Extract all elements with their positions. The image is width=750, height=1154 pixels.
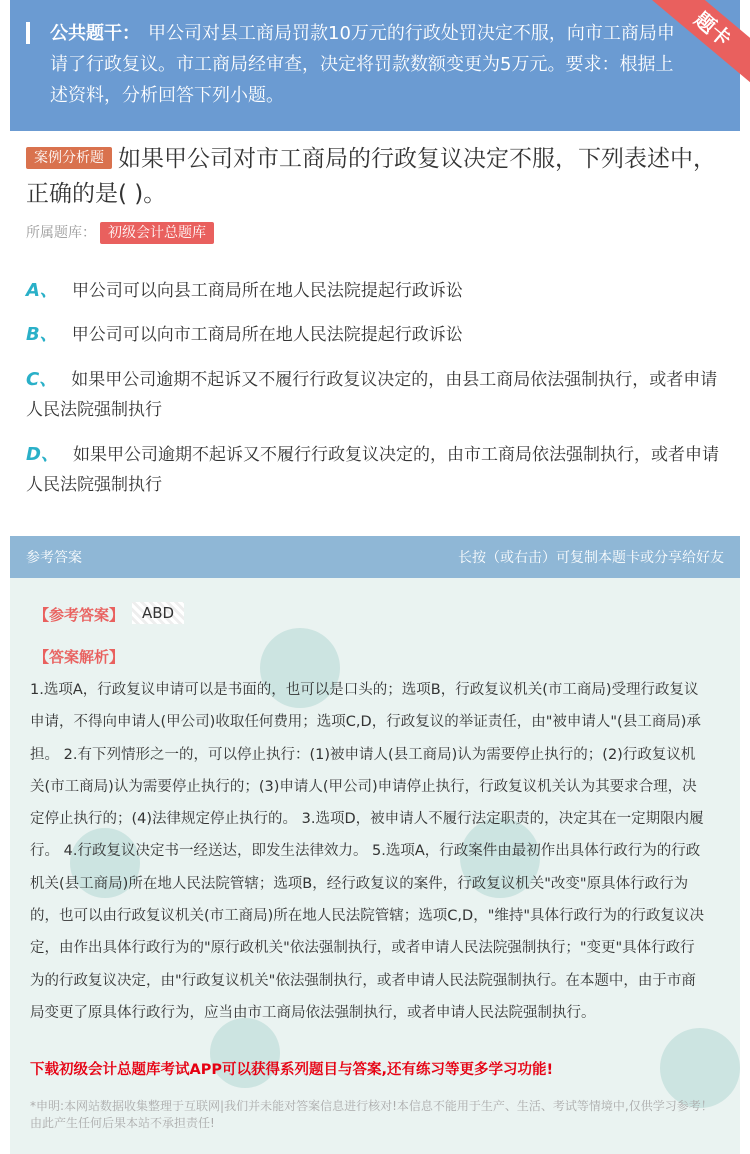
option-b[interactable]	[26, 320, 726, 350]
copy-share-hint[interactable]: 长按（或右击）可复制本题卡或分享给好友	[458, 550, 724, 566]
app-download-promo[interactable]: 下载初级会计总题库考试APP可以获得系列题目与答案,还有练习等更多学习功能!	[30, 1062, 554, 1078]
library-label: 所属题库：	[26, 225, 96, 241]
analysis-text: 1.选项A，行政复议申请可以是书面的，也可以是口头的；选项B，行政复议机关(市工商局)受理行政复议申请，不得向申请人(甲公司)收取任何费用；选项C,D，行政复议的举证责任，由"被申请人"(县工商局)承担。 2.有下列情形之一的，可以停止执行：(1)被申请人(县工商局)认为需要停止执行的；(2)行政复议机关(市工商局)认为需要停止执行的；(3)申请人(甲公司)申请停止执行，行政复议机关认为其要求合理，决定停止执行的；(4)法律规定停止执行的。 3.选项D，被申请人不履行法定职责的，决定其在一定期限内履行。 4.行政复议决定书一经送达，即发生法律效力。 5.选项A，行政案件由最初作出具体行政行为的行政机关(县工商局)所在地人民法院管辖；选项B，经行政复议的案件，行政复议机关"改变"原具体行政行为的，也可以由行政复议机关(市工商局)所在地人民法院管辖；选项C,D，"维持"具体行政行为的行政复议决定，由作出具体行政行为的"原行政机关"依法强制执行，或者申请人民法院强制执行；"变更"具体行政行为的行政复议决定，由"行政复议机关"依法强制执行，或者申请人民法院强制执行。在本题中，由于市商局变更了原具体行政行为，应当由市工商局依法强制执行，或者申请人民法院强制执行。	[30, 682, 705, 1021]
question-type-tag: 案例分析题	[26, 147, 112, 169]
answer-bar-title: 参考答案	[26, 550, 82, 566]
answer-panel	[10, 578, 740, 1154]
option-letter: C、	[26, 369, 58, 390]
reference-answer-value[interactable]: ABD	[132, 602, 184, 624]
answer-bar	[10, 536, 740, 578]
library-tag[interactable]: 初级会计总题库	[100, 222, 214, 244]
header-accent-bar	[26, 22, 30, 44]
option-d[interactable]	[26, 440, 726, 500]
disclaimer-text: *申明:本网站数据收集整理于互联网|我们并未能对答案信息进行核对!本信息不能用于生产、生活、考试等情境中,仅供学习参考！由此产生任何后果本站不承担责任!	[30, 1099, 713, 1130]
option-c[interactable]	[26, 365, 726, 425]
library-line	[26, 222, 214, 244]
option-text: 如果甲公司逾期不起诉又不履行行政复议决定的，由县工商局依法强制执行，或者申请人民法院强制执行	[26, 370, 718, 420]
question-title	[26, 142, 726, 212]
option-letter: B、	[26, 324, 58, 345]
stem-text-block	[50, 18, 690, 111]
stem-label: 公共题干：	[50, 23, 140, 44]
option-letter: D、	[26, 444, 59, 465]
question-text: 如果甲公司对市工商局的行政复议决定不服，下列表述中，正确的是( )。	[26, 146, 716, 207]
option-text: 如果甲公司逾期不起诉又不履行行政复议决定的，由市工商局依法强制执行，或者申请人民法院强制执行	[26, 445, 719, 495]
reference-answer-label: 【参考答案】	[34, 606, 125, 624]
option-letter: A、	[26, 280, 58, 301]
option-a[interactable]	[26, 276, 726, 306]
analysis-label: 【答案解析】	[34, 648, 125, 666]
option-text: 甲公司可以向市工商局所在地人民法院提起行政诉讼	[71, 325, 463, 345]
option-text: 甲公司可以向县工商局所在地人民法院提起行政诉讼	[71, 281, 463, 301]
stem-text: 甲公司对县工商局罚款10万元的行政处罚决定不服，向市工商局申请了行政复议。市工商局经审查，决定将罚款数额变更为5万元。要求：根据上述资料，分析回答下列小题。	[50, 23, 675, 106]
card-ribbon: 题卡	[652, 0, 750, 84]
question-stem-header	[10, 0, 740, 131]
